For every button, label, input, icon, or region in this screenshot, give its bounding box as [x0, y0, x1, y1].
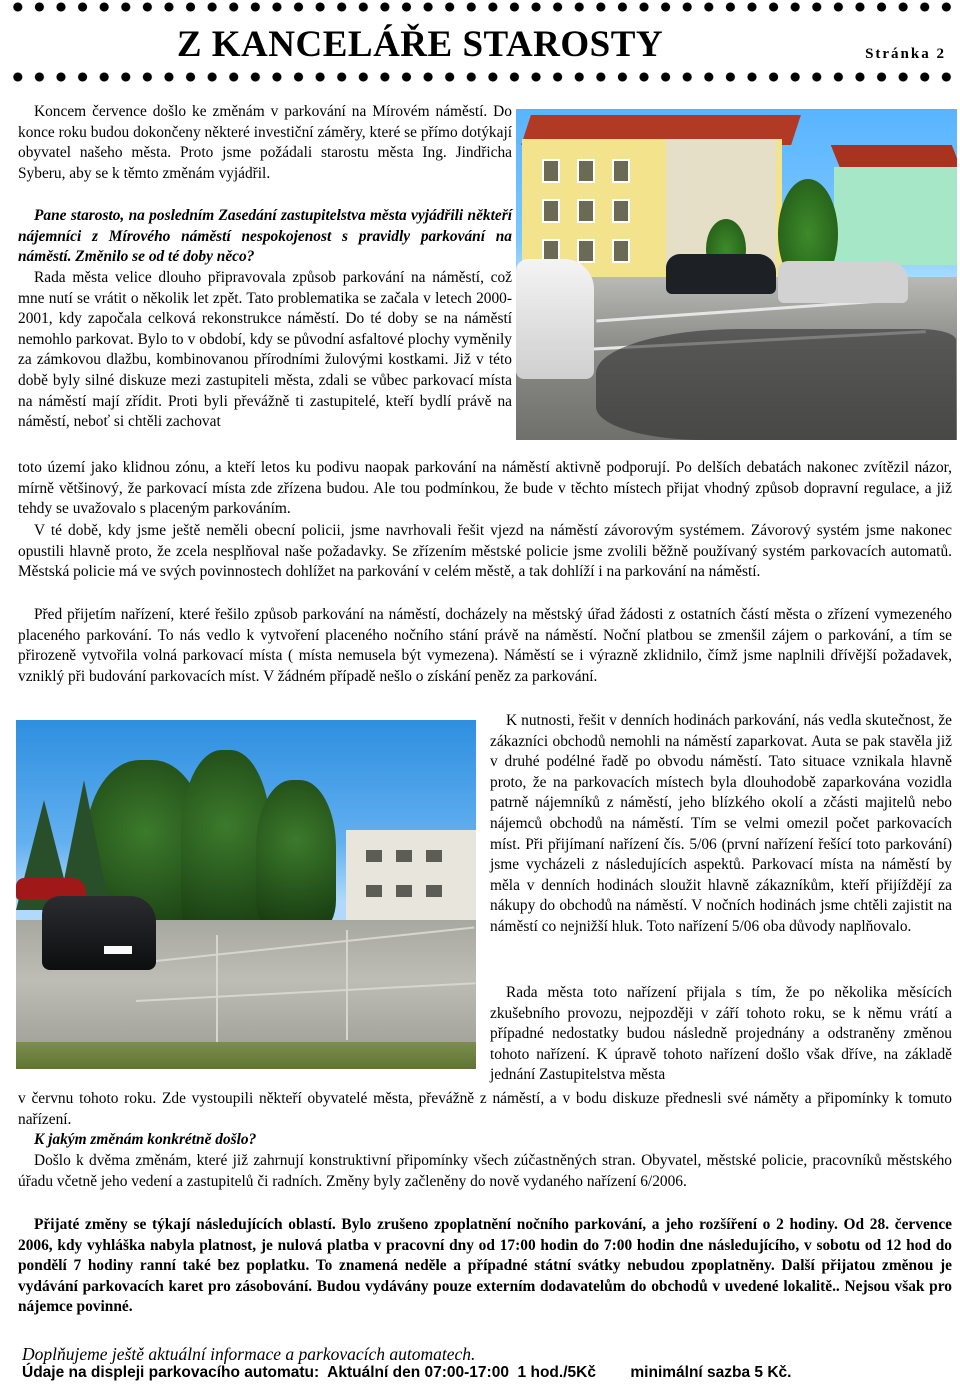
- question-1: Pane starosto, na posledním Zasedání zastupitelstva města vyjádřili někteří nájemníci z Mírového náměstí nespokojenost s pravidly parkování na náměstí. Změnilo se od té doby něco?: [18, 207, 512, 266]
- changes-paragraph: Přijaté změny se týkají následujících oblastí. Bylo zrušeno zpoplatnění nočního parkování, a jeho rozšíření o 2 hodiny. Od 28. července 2006, kdy vyhláška nabyla platnost, je nulová platba v pracovní dny od 17:00 hodin do 7:00 hodin dne následujícího, v sobotu od 12 hod do pondělí 7 hodiny ranní také bez poplatku. To znamená neděle a případné státní svátky nebudou zpoplatněny. Další přijatou změnou je vydávání parkovacích karet pro zásobování. Budou vydávány pouze externím dodavatelům do obchodů v uvedené lokalitě.. Nejsou však pro nájemce povinné.: [18, 1216, 952, 1316]
- paragraph-june-meeting: v červnu tohoto roku. Zde vystoupili někteří obyvatelé města, převážně z náměstí, a v bodu diskuze přednesli své náměty a připomínky k tomuto nařízení.: [18, 1090, 952, 1128]
- photo-square-with-trees: [16, 720, 476, 1069]
- question-2: K jakým změnám konkrétně došlo?: [34, 1131, 257, 1148]
- answer-2: Došlo k dvěma změnám, které již zahrnují konstruktivní připomínky všech zúčastněných stran. Obyvatel, městské policie, pracovníků městského úřadu včetně jeho vedení a zastupitelů či radních. Změny byly začleněny do nově vydaného nařízení 6/2006.: [18, 1152, 952, 1190]
- header-dot-rule-top: [4, 0, 956, 14]
- parking-meter-display-info: Údaje na displeji parkovacího automatu: Aktuální den 07:00-17:00 1 hod./5Kč minimální sazba 5 Kč.: [22, 1364, 792, 1381]
- header-dot-rule-bottom: [4, 70, 956, 84]
- answer-1-column: Rada města velice dlouho připravovala způsob parkování na náměstí, což mne nutí se vrátit o několik let zpět. Tato problematika se začala v letech 2000-2001, kdy započala celková rekonstrukce náměstí. Do té doby se na náměstí nemohlo parkovat. Bylo to v období, kdy se původní asfaltové plochy vyměnily za zámkovou dlažbu, kombinovanou přírodními žulovými kostkami. Již v této době byly silné diskuze mezi zastupiteli města, zdali se vůbec parkovací místa na náměstí mají zřídit. Proti byli převážně ti zastupitelé, kteří bydlí právě na náměstí, neboť si chtěli zachovat: [18, 269, 512, 431]
- paragraph-continuation: toto území jako klidnou zónu, a kteří letos ku podivu naopak parkování na náměstí aktivně podporují. Po delších debatách nakonec zvítězil názor, mírně většinový, že parkovací místa zde zřízena budou. Ale tou podmínkou, že bude v těchto místech přijat vhodný způsob dopravní regulace, a již tehdy se uvažovalo s placeným parkováním.: [18, 459, 952, 518]
- right-column-paragraph-2: Rada města toto nařízení přijala s tím, že po několika měsících zkušebního provozu, nejpozději v září tohoto roku, se k němu vrátí a případné nedostatky budou následně projednány a odstraněny změnou tohoto nařízení. K úpravě tohoto nařízení došlo však dříve, na základě jednání Zastupitelstva města: [490, 984, 952, 1084]
- paragraph-night-parking: Před přijetím nařízení, které řešilo způsob parkování na náměstí, docházely na městský úřad žádosti z ostatních částí města o zřízení vymezeného placeného parkování. To nás vedlo k vytvoření placeného nočního stání právě na náměstí. Noční platbou se zmenšil zájem o parkování, a tím se přirozeně vytvořila volná parkovací místa ( místa nemusela být vymezena). Náměstí se i výrazně zklidnilo, čímž jsme naplnili dřívější požadavek, vzniklý při budování parkovacích míst. V žádném případě nešlo o získání peněz za parkování.: [18, 606, 952, 685]
- paragraph-barrier-system: V té době, kdy jsme ještě neměli obecní policii, jsme navrhovali řešit vjezd na náměstí závorovým systémem. Závorový systém jsme nakonec opustili hlavně proto, že zcela nesplňoval naše požadavky. Se zřízením městské policie jsme zvolili běžně používaný systém parkovacích automatů. Městská policie má ve svých povinnostech dohlížet na parkování v celém městě, a tak dohlíží i na parkování na náměstí.: [18, 522, 952, 581]
- page-number: Stránka 2: [865, 46, 946, 62]
- right-column-paragraph-1: K nutnosti, řešit v denních hodinách parkování, nás vedla skutečnost, že zákazníci obchodů nemohli na náměstí zaparkovat. Auta se pak stavěla již v druhé podélné řadě po obvodu náměstí. Tato situace vznikala hlavně proto, že na parkovacích místech byla dlouhodobě zaparkována vozidla patrně nájemníků z náměstí, jeho blízkého okolí a zčásti majitelů nebo nájemců obchodů na náměstí. Tím se velmi omezil počet parkovacích míst. Při přijímaní nařízení čís. 5/06 (první nařízení řešící toto parkování) jsme vycházeli z následujících aspektů. Parkovací místa na náměstí by měla v denních hodinách sloužit hlavně zákazníkům, kteří přijíždějí za nákupy do obchodů na náměstí. V nočních hodinách jsme chtěli zajistit na náměstí co nejnižší hluk. Toto nařízení 5/06 oba důvody naplňovalo.: [490, 712, 952, 935]
- license-plate: [104, 946, 132, 954]
- intro-paragraph: Koncem července došlo ke změnám v parkování na Mírovém náměstí. Do konce roku budou dokončeny některé investiční záměry, které se přímo dotýkají obyvatel našeho města. Proto jsme požádali starostu města Ing. Jindřicha Syberu, aby se k těmto změnám vyjádřil.: [18, 103, 512, 182]
- photo-apartment-buildings-parking: [516, 109, 957, 440]
- footer-note: Doplňujeme ještě aktuální informace a parkovacích automatech.: [22, 1344, 476, 1364]
- page-title: Z KANCELÁŘE STAROSTY: [176, 24, 664, 65]
